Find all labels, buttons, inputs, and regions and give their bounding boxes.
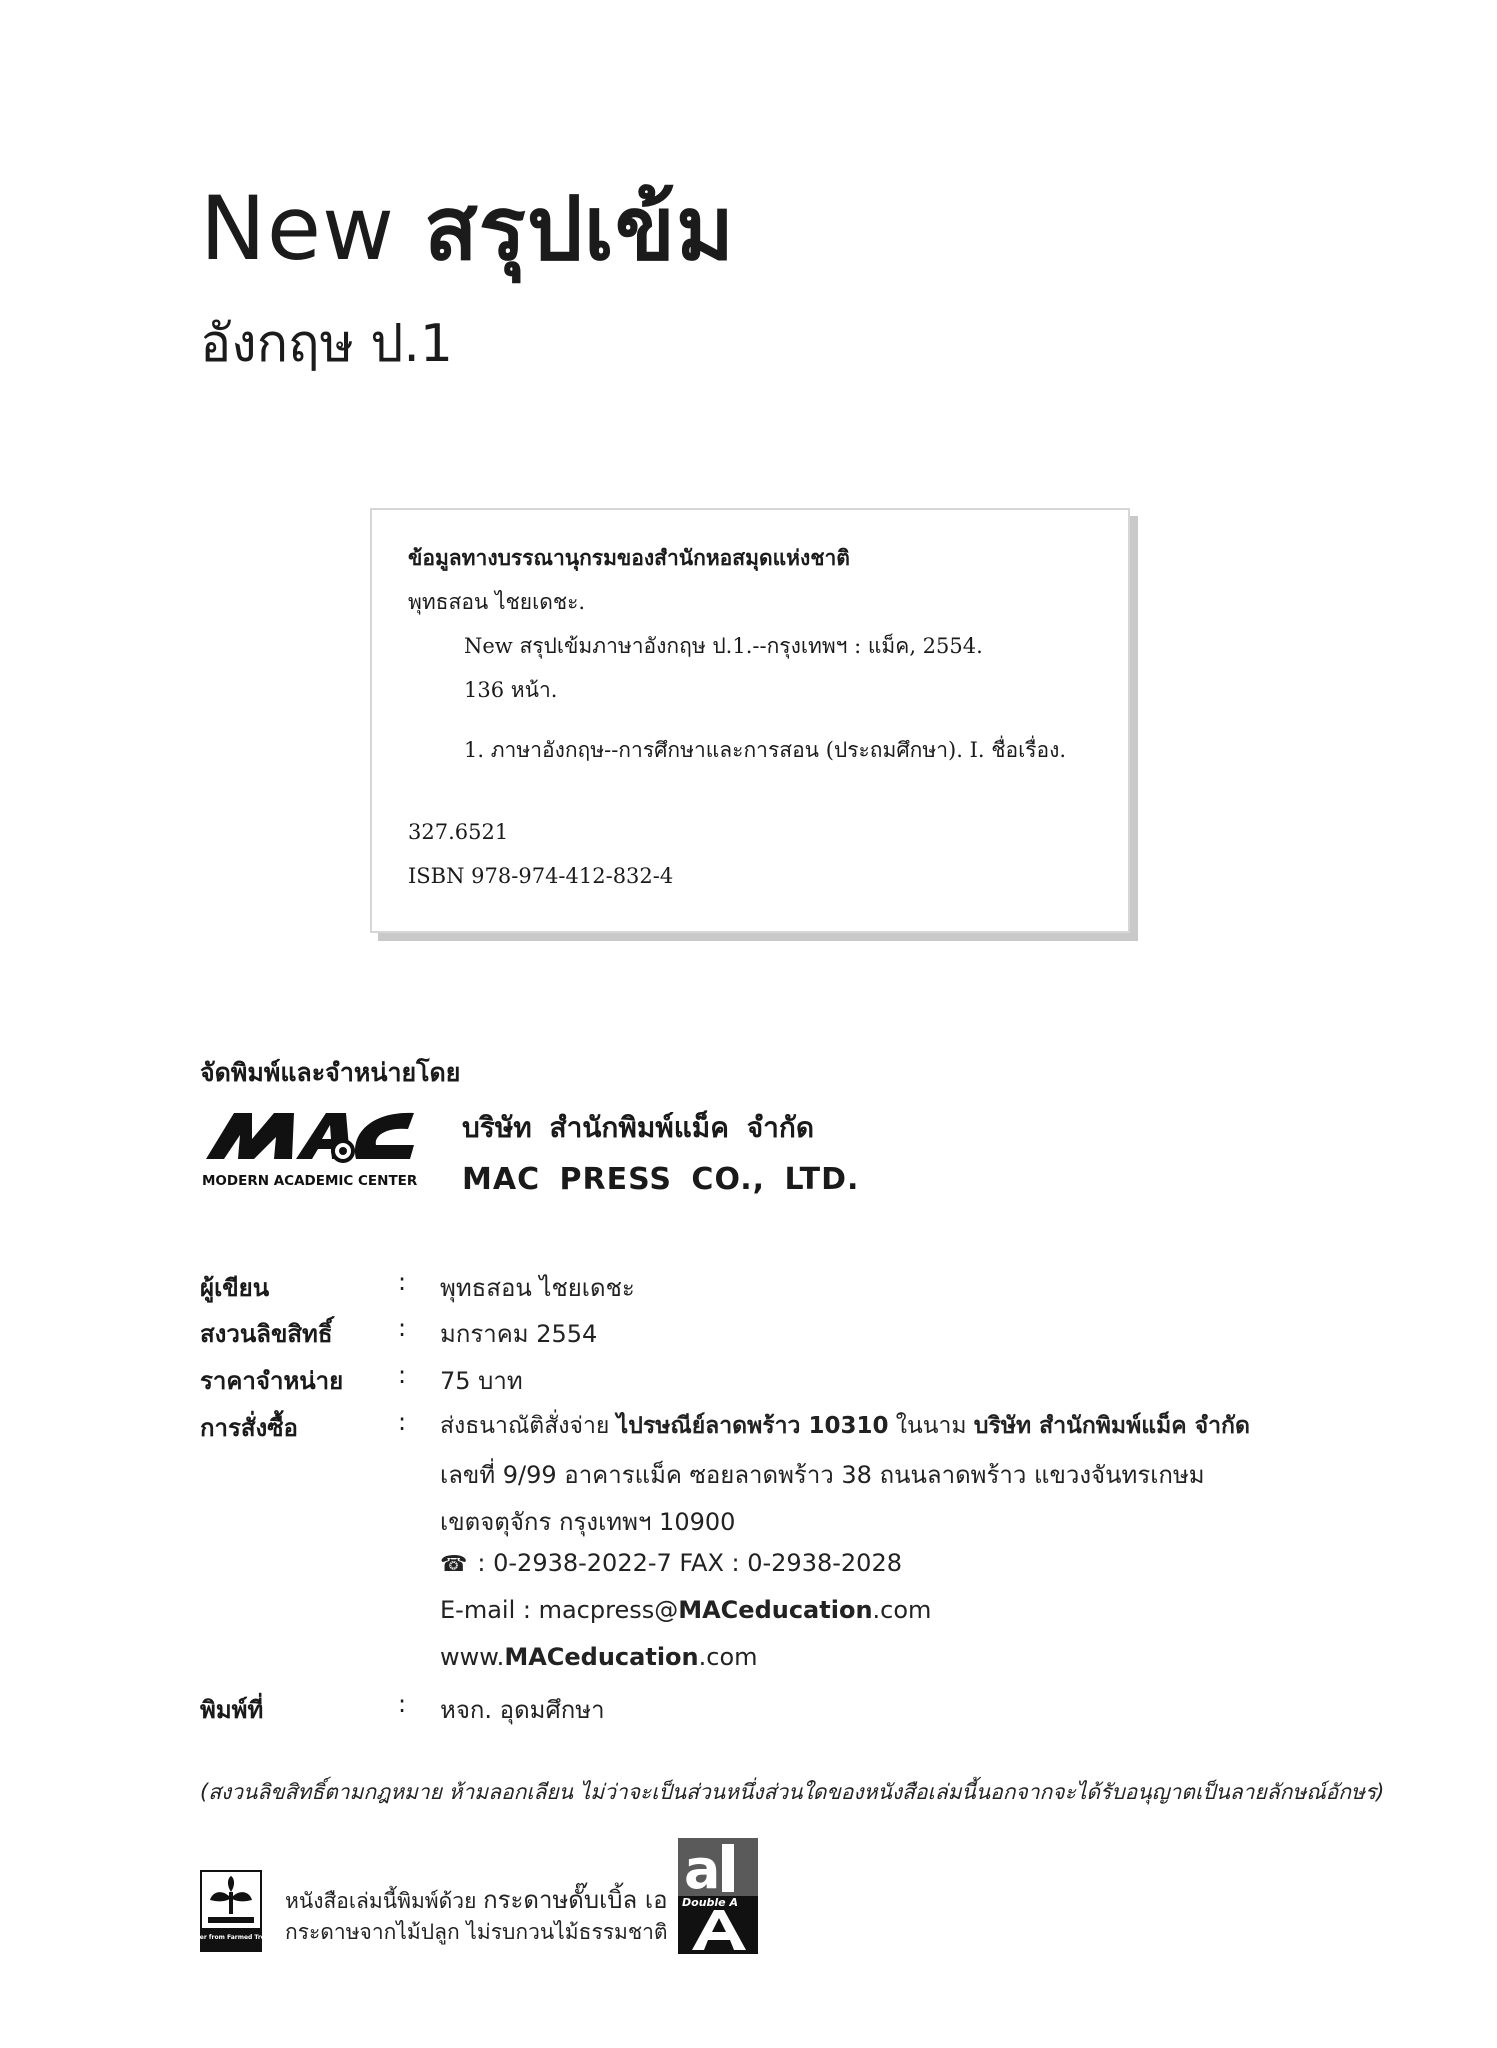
farmed-logo-text: Paper from Farmed Trees. [187,1934,275,1941]
price-value: 75 บาท [440,1367,523,1395]
catalog-isbn: ISBN 978-974-412-832-4 [408,864,674,888]
colon: : [398,1268,407,1296]
paper-brand: กระดาษดั๊บเบิ้ล เอ [483,1886,668,1914]
book-subtitle: อังกฤษ ป.1 [200,314,454,374]
colon: : [398,1361,407,1389]
phone-value: : 0-2938-2022-7 FAX : 0-2938-2028 [477,1549,902,1577]
copyright-notice: (สงวนลิขสิทธิ์ตามกฎหมาย ห้ามลอกเลียน ไม่ว่าจะเป็นส่วนหนึ่งส่วนใดของหนังสือเล่มนี้นอกจากจะได้รับอนุญาตเป็นลายลักษณ์อักษร) [200,1780,1385,1804]
order-value [440,1408,1250,1444]
book-title [200,177,736,280]
farmed-trees-logo [187,1870,275,1952]
logo-text: MODERN ACADEMIC CENTER [202,1173,418,1189]
order-company: บริษัท สำนักพิมพ์แม็ค จำกัด [973,1413,1250,1439]
doublea-logo-text: Double A [682,1896,738,1909]
order-postoffice: ไปรษณีย์ลาดพร้าว 10310 [616,1413,889,1439]
publisher-heading: จัดพิมพ์และจำหน่ายโดย [200,1058,461,1087]
publisher-name-english: MAC PRESS CO., LTD. [462,1162,860,1197]
title-latin: New [200,177,395,280]
email-suffix: .com [872,1596,932,1624]
author-value: พุทธสอน ไชยเดชะ [440,1274,635,1302]
website-line [440,1643,758,1671]
copyright-label: สงวนลิขสิทธิ์ [200,1320,333,1348]
web-suffix: .com [698,1643,758,1671]
order-label: การสั่งซื้อ [200,1414,298,1442]
double-a-logo [678,1838,758,1954]
author-label: ผู้เขียน [200,1274,270,1302]
cataloging-card [370,508,1130,933]
email-brand: MACeducation [678,1596,873,1624]
order-prefix: ส่งธนาณัติสั่งจ่าย [440,1413,610,1439]
colon: : [398,1690,407,1718]
web-brand: MACeducation [504,1643,699,1671]
publisher-name-thai: บริษัท สำนักพิมพ์แม็ค จำกัด [462,1111,814,1144]
catalog-pages: 136 หน้า. [464,678,558,702]
mac-logo [200,1095,422,1195]
svg-text:a: a [684,1838,721,1901]
order-in-name: ในนาม [895,1413,967,1439]
address-line-2: เขตจตุจักร กรุงเทพฯ 10900 [440,1508,736,1536]
catalog-subject: 1. ภาษาอังกฤษ--การศึกษาและการสอน (ประถมศึกษา). I. ชื่อเรื่อง. [464,738,1067,762]
web-prefix: www. [440,1643,505,1671]
catalog-entry-title: New สรุปเข้มภาษาอังกฤษ ป.1.--กรุงเทพฯ : แม็ค, 2554. [464,634,983,658]
paper-line-1 [285,1880,667,1919]
catalog-heading: ข้อมูลทางบรรณานุกรมของสำนักหอสมุดแห่งชาติ [408,545,850,570]
colon: : [398,1314,407,1342]
price-label: ราคาจำหน่าย [200,1367,344,1395]
phone-line [440,1549,902,1577]
colon: : [398,1408,407,1436]
printer-value: หจก. อุดมศึกษา [440,1696,605,1724]
paper-prefix: หนังสือเล่มนี้พิมพ์ด้วย [285,1889,477,1913]
catalog-classification: 327.6521 [408,820,509,844]
email-prefix: E-mail : macpress@ [440,1596,679,1624]
copyright-value: มกราคม 2554 [440,1320,598,1348]
telephone-icon: ☎ [440,1552,468,1577]
email-line [440,1596,931,1624]
printer-label: พิมพ์ที่ [200,1696,264,1724]
paper-line-2: กระดาษจากไม้ปลูก ไม่รบกวนไม้ธรรมชาติ [285,1920,668,1944]
address-line-1: เลขที่ 9/99 อาคารแม็ค ซอยลาดพร้าว 38 ถนนลาดพร้าว แขวงจันทรเกษม [440,1461,1205,1489]
title-thai: สรุปเข้ม [423,177,736,280]
catalog-author: พุทธสอน ไชยเดชะ. [408,590,586,614]
